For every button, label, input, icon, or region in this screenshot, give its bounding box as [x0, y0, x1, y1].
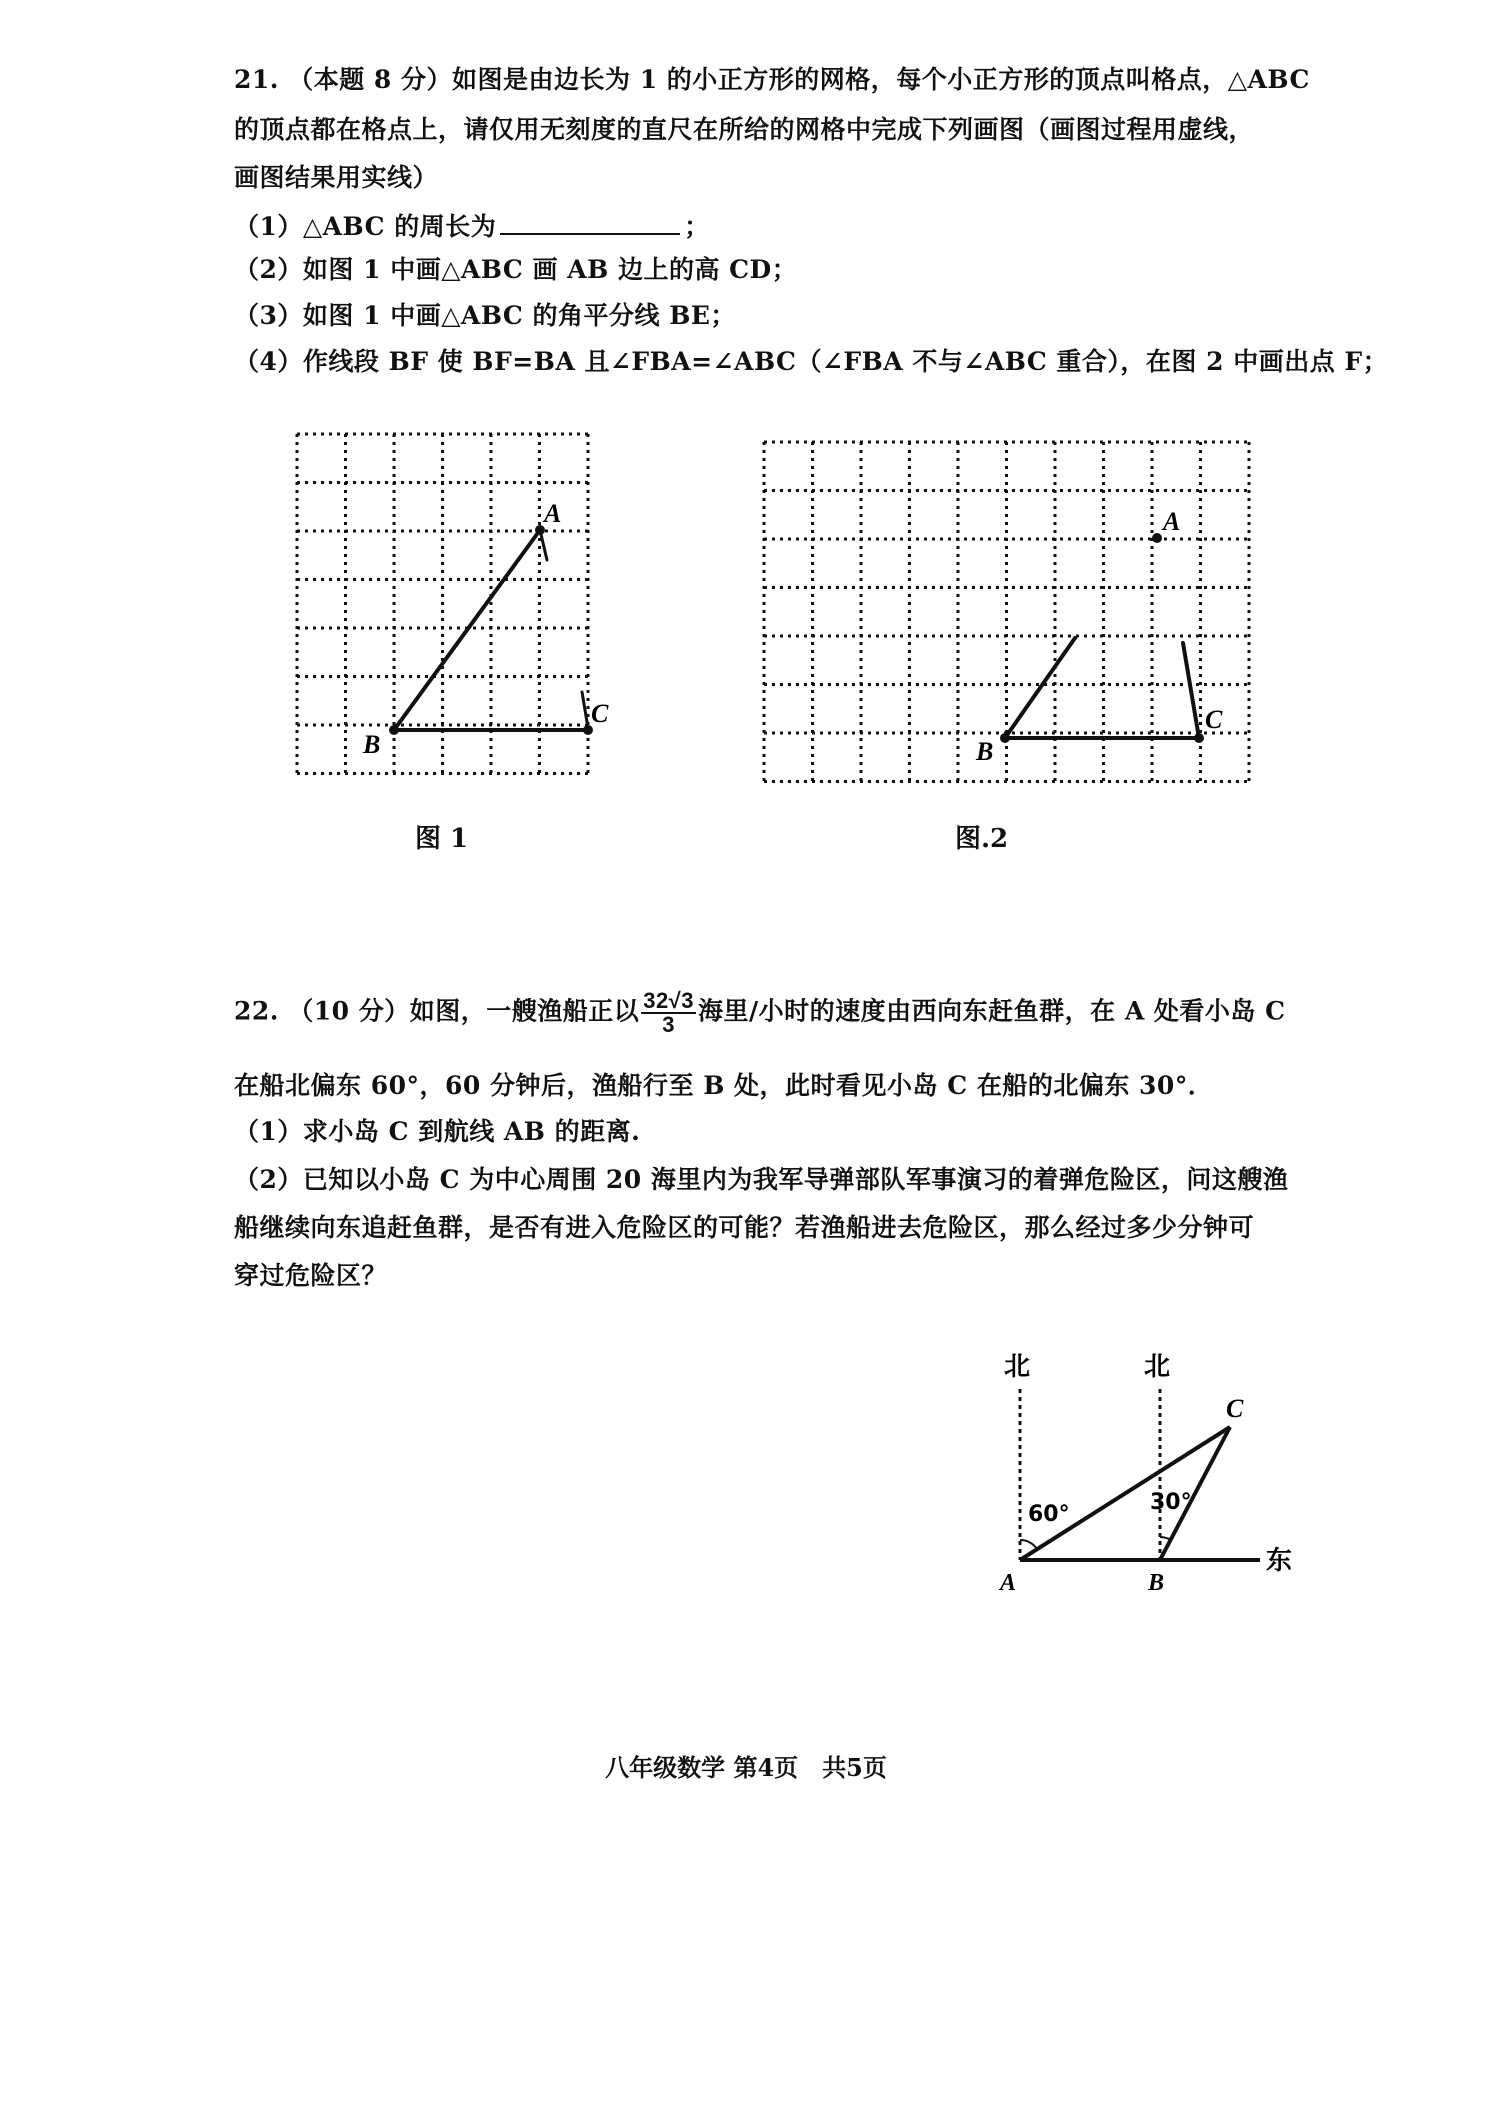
- north-label-b: 北: [1144, 1352, 1171, 1382]
- q21-part1: [234, 207, 710, 245]
- label-b: B: [976, 737, 994, 766]
- speed-fraction: [641, 990, 696, 1036]
- label-b: B: [363, 730, 381, 759]
- q22-stem: [234, 990, 1286, 1036]
- q22-stem-pre: 22. （10 分）如图，一艘渔船正以: [234, 996, 640, 1026]
- angle-30-label: 30°: [1150, 1490, 1192, 1515]
- q21-part1-suffix: ；: [684, 212, 710, 241]
- q22-part2-line2: 船继续向东追赶鱼群，是否有进入危险区的可能？若渔船进去危险区，那么经过多少分钟可: [234, 1213, 1255, 1242]
- label-c: C: [1226, 1394, 1244, 1423]
- angle-arc-60: [1020, 1540, 1037, 1549]
- q21-stem-line2: 的顶点都在格点上，请仅用无刻度的直尺在所给的网格中完成下列画图（画图过程用虚线，: [234, 115, 1255, 144]
- q22-part2-line1: （2）已知以小岛 C 为中心周围 20 海里内为我军导弹部队军事演习的着弹危险区，问这艘渔: [234, 1165, 1289, 1194]
- north-label-a: 北: [1004, 1352, 1031, 1382]
- q22-diagram: [990, 1345, 1330, 1605]
- page-footer: 八年级数学 第4页 共5页: [605, 1753, 887, 1782]
- q21-part2: （2）如图 1 中画△ABC 画 AB 边上的高 CD；: [234, 255, 798, 284]
- q22-line2: 在船北偏东 60°，60 分钟后，渔船行至 B 处，此时看见小岛 C 在船的北偏东 30°．: [234, 1071, 1214, 1100]
- segment-ac: [1020, 1427, 1230, 1560]
- segment-ab: [394, 530, 540, 730]
- q21-part3: （3）如图 1 中画△ABC 的角平分线 BE；: [234, 301, 736, 330]
- figure-2-grid: [758, 438, 1258, 798]
- speed-denominator: 3: [662, 1012, 675, 1037]
- label-a: A: [544, 499, 562, 528]
- label-a: A: [1000, 1570, 1017, 1596]
- q22-part2-line3: 穿过危险区？: [234, 1261, 388, 1290]
- speed-numerator: 32√3: [643, 988, 694, 1013]
- label-b: B: [1148, 1570, 1165, 1596]
- angle-60-label: 60°: [1028, 1502, 1070, 1527]
- label-c: C: [591, 699, 609, 728]
- partial-segment-from-c: [1183, 643, 1199, 738]
- partial-segment-from-b: [1005, 638, 1075, 738]
- answer-blank[interactable]: [500, 207, 680, 235]
- label-c: C: [1205, 705, 1223, 734]
- figure-2-caption: 图.2: [955, 824, 1009, 854]
- q22-part1: （1）求小岛 C 到航线 AB 的距离.: [234, 1117, 641, 1146]
- point-c: [1194, 733, 1204, 743]
- q21-stem-line3: 画图结果用实线）: [234, 163, 439, 192]
- east-label: 东: [1266, 1546, 1293, 1576]
- stroke-mark: [582, 692, 587, 722]
- figure-1-grid: [285, 430, 615, 800]
- point-b: [389, 725, 399, 735]
- figure-1-caption: 图 1: [415, 824, 469, 854]
- q22-stem-post: 海里/小时的速度由西向东赶鱼群，在 A 处看小岛 C: [697, 996, 1286, 1026]
- q21-part1-prefix: （1）△ABC 的周长为: [234, 212, 497, 241]
- angle-arc-30: [1160, 1537, 1171, 1540]
- label-a: A: [1163, 507, 1181, 536]
- q21-part4: （4）作线段 BF 使 BF=BA 且∠FBA=∠ABC（∠FBA 不与∠ABC 重合），在图 2 中画出点 F；: [234, 347, 1389, 376]
- point-b: [1000, 733, 1010, 743]
- point-a: [1152, 533, 1162, 543]
- q21-stem-line1: 21. （本题 8 分）如图是由边长为 1 的小正方形的网格，每个小正方形的顶点叫格点，△ABC: [234, 65, 1310, 94]
